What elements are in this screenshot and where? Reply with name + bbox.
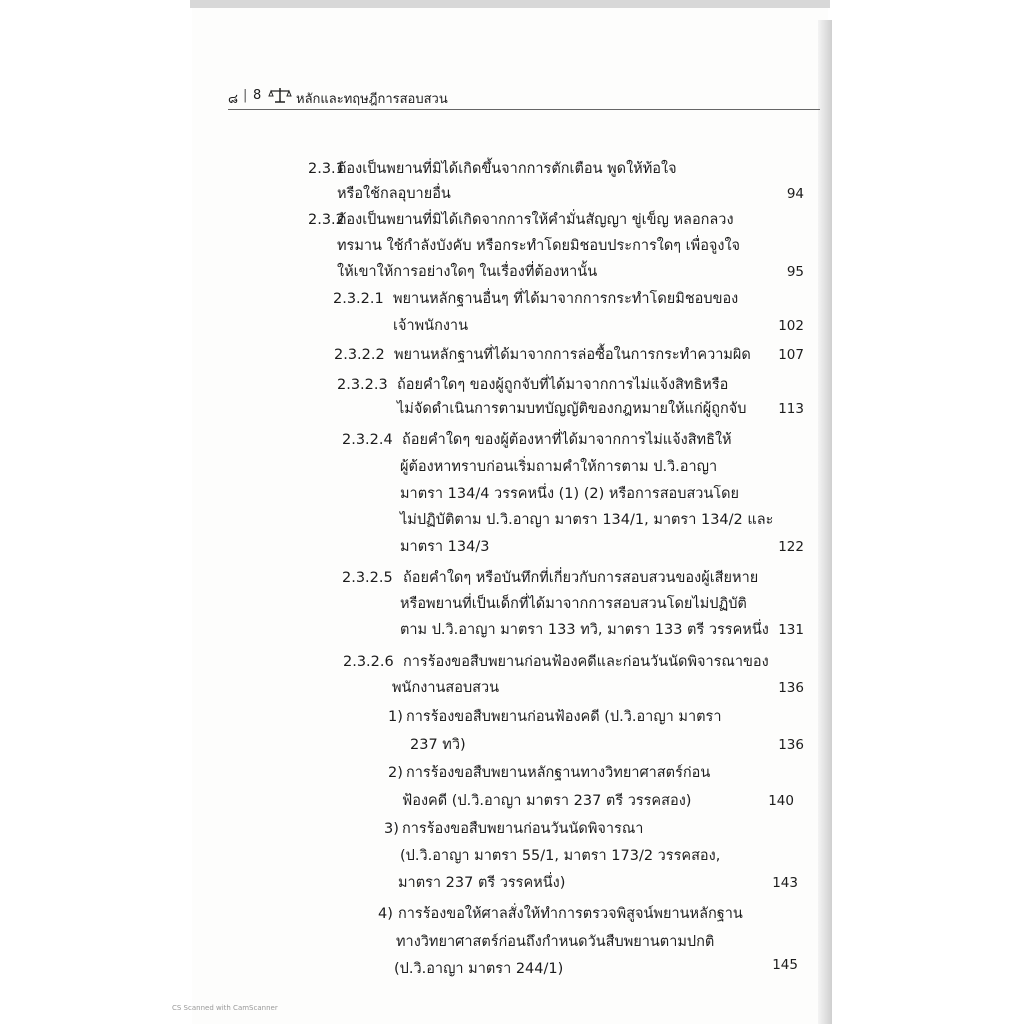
header-divider: | bbox=[243, 88, 248, 103]
toc-line: ต้องเป็นพยานที่มิได้เกิดจากการให้คำมั่นสัญญา ขู่เข็ญ หลอกลวง bbox=[337, 212, 734, 228]
toc-line: ต้องเป็นพยานที่มิได้เกิดขึ้นจากการตักเตือน พูดให้ท้อใจ bbox=[337, 161, 677, 177]
toc-line: การร้องขอสืบพยานก่อนฟ้องคดี (ป.วิ.อาญา มาตรา bbox=[406, 709, 722, 725]
toc-line: (ป.วิ.อาญา มาตรา 55/1, มาตรา 173/2 วรรคสอง, bbox=[400, 848, 721, 864]
toc-line: หรือใช้กลอุบายอื่น bbox=[337, 186, 451, 202]
toc-line: ไม่ปฏิบัติตาม ป.วิ.อาญา มาตรา 134/1, มาตรา 134/2 และ bbox=[400, 512, 774, 528]
toc-number: 2.3.2.6 bbox=[343, 654, 394, 670]
toc-line: มาตรา 134/4 วรรคหนึ่ง (1) (2) หรือการสอบสวนโดย bbox=[400, 486, 740, 502]
toc-number: 2) bbox=[388, 765, 403, 781]
toc-number: 2.3.2 bbox=[308, 212, 345, 228]
toc-number: 4) bbox=[378, 906, 393, 922]
toc-page: 122 bbox=[778, 539, 804, 555]
toc-number: 2.3.2.3 bbox=[337, 377, 388, 393]
toc-line: มาตรา 134/3 bbox=[400, 539, 490, 555]
toc-line: ทรมาน ใช้กำลังบังคับ หรือกระทำโดยมิชอบประการใดๆ เพื่อจูงใจ bbox=[337, 238, 741, 254]
toc-number: 1) bbox=[388, 709, 403, 725]
toc-line: ผู้ต้องหาทราบก่อนเริ่มถามคำให้การตาม ป.วิ.อาญา bbox=[400, 459, 718, 475]
toc-line: ถ้อยคำใดๆ ของผู้ต้องหาที่ได้มาจากการไม่แจ้งสิทธิให้ bbox=[402, 432, 732, 448]
header-book-title: หลักและทฤษฎีการสอบสวน bbox=[296, 92, 448, 107]
toc-line: การร้องขอสืบพยานหลักฐานทางวิทยาศาสตร์ก่อน bbox=[406, 765, 711, 781]
toc-number: 2.3.2.1 bbox=[333, 291, 384, 307]
toc-page: 94 bbox=[786, 186, 804, 202]
scan-top-band bbox=[190, 0, 830, 8]
scales-of-justice-icon bbox=[268, 86, 292, 104]
page-edge-shadow bbox=[818, 20, 832, 1024]
toc-number: 3) bbox=[384, 821, 399, 837]
toc-page: 113 bbox=[778, 401, 804, 417]
toc-page: 136 bbox=[778, 680, 804, 696]
toc-line: เจ้าพนักงาน bbox=[393, 318, 468, 334]
toc-number: 2.3.1 bbox=[308, 161, 345, 177]
toc-line: ให้เขาให้การอย่างใดๆ ในเรื่องที่ต้องหานั้น bbox=[337, 264, 598, 280]
toc-line: พยานหลักฐานที่ได้มาจากการล่อซื้อในการกระทำความผิด bbox=[394, 347, 751, 363]
header-rule bbox=[228, 109, 820, 110]
toc-page: 145 bbox=[772, 957, 798, 973]
toc-line: พนักงานสอบสวน bbox=[392, 680, 500, 696]
toc-line: ไม่จัดดำเนินการตามบทบัญญัติของกฎหมายให้แก่ผู้ถูกจับ bbox=[397, 401, 747, 417]
header-page-number: 8 bbox=[253, 88, 262, 103]
toc-line: ทางวิทยาศาสตร์ก่อนถึงกำหนดวันสืบพยานตามปกติ bbox=[396, 934, 715, 950]
toc-number: 2.3.2.2 bbox=[334, 347, 385, 363]
toc-page: 143 bbox=[772, 875, 798, 891]
toc-page: 95 bbox=[786, 264, 804, 280]
toc-line: ถ้อยคำใดๆ หรือบันทึกที่เกี่ยวกับการสอบสวนของผู้เสียหาย bbox=[403, 570, 759, 586]
toc-line: การร้องขอให้ศาลสั่งให้ทำการตรวจพิสูจน์พยานหลักฐาน bbox=[398, 906, 743, 922]
toc-line: พยานหลักฐานอื่นๆ ที่ได้มาจากการกระทำโดยมิชอบของ bbox=[393, 291, 739, 307]
toc-page: 131 bbox=[778, 622, 804, 638]
toc-line: 237 ทวิ) bbox=[410, 737, 466, 753]
toc-page: 136 bbox=[778, 737, 804, 753]
header-thai-page-number: ๘ bbox=[228, 92, 239, 107]
toc-line: หรือพยานที่เป็นเด็กที่ได้มาจากการสอบสวนโดยไม่ปฏิบัติ bbox=[400, 596, 747, 612]
toc-line: ถ้อยคำใดๆ ของผู้ถูกจับที่ได้มาจากการไม่แจ้งสิทธิหรือ bbox=[397, 377, 729, 393]
scanner-watermark: CS Scanned with CamScanner bbox=[172, 1004, 278, 1012]
toc-number: 2.3.2.4 bbox=[342, 432, 393, 448]
toc-page: 102 bbox=[778, 318, 804, 334]
toc-page: 107 bbox=[778, 347, 804, 363]
toc-line: การร้องขอสืบพยานก่อนฟ้องคดีและก่อนวันนัดพิจารณาของ bbox=[403, 654, 769, 670]
toc-line: ตาม ป.วิ.อาญา มาตรา 133 ทวิ, มาตรา 133 ตรี วรรคหนึ่ง bbox=[400, 622, 769, 638]
toc-number: 2.3.2.5 bbox=[342, 570, 393, 586]
toc-page: 140 bbox=[768, 793, 794, 809]
toc-line: ฟ้องคดี (ป.วิ.อาญา มาตรา 237 ตรี วรรคสอง) bbox=[402, 793, 692, 809]
toc-line: (ป.วิ.อาญา มาตรา 244/1) bbox=[394, 961, 564, 977]
toc-line: การร้องขอสืบพยานก่อนวันนัดพิจารณา bbox=[402, 821, 644, 837]
toc-line: มาตรา 237 ตรี วรรคหนึ่ง) bbox=[398, 875, 566, 891]
